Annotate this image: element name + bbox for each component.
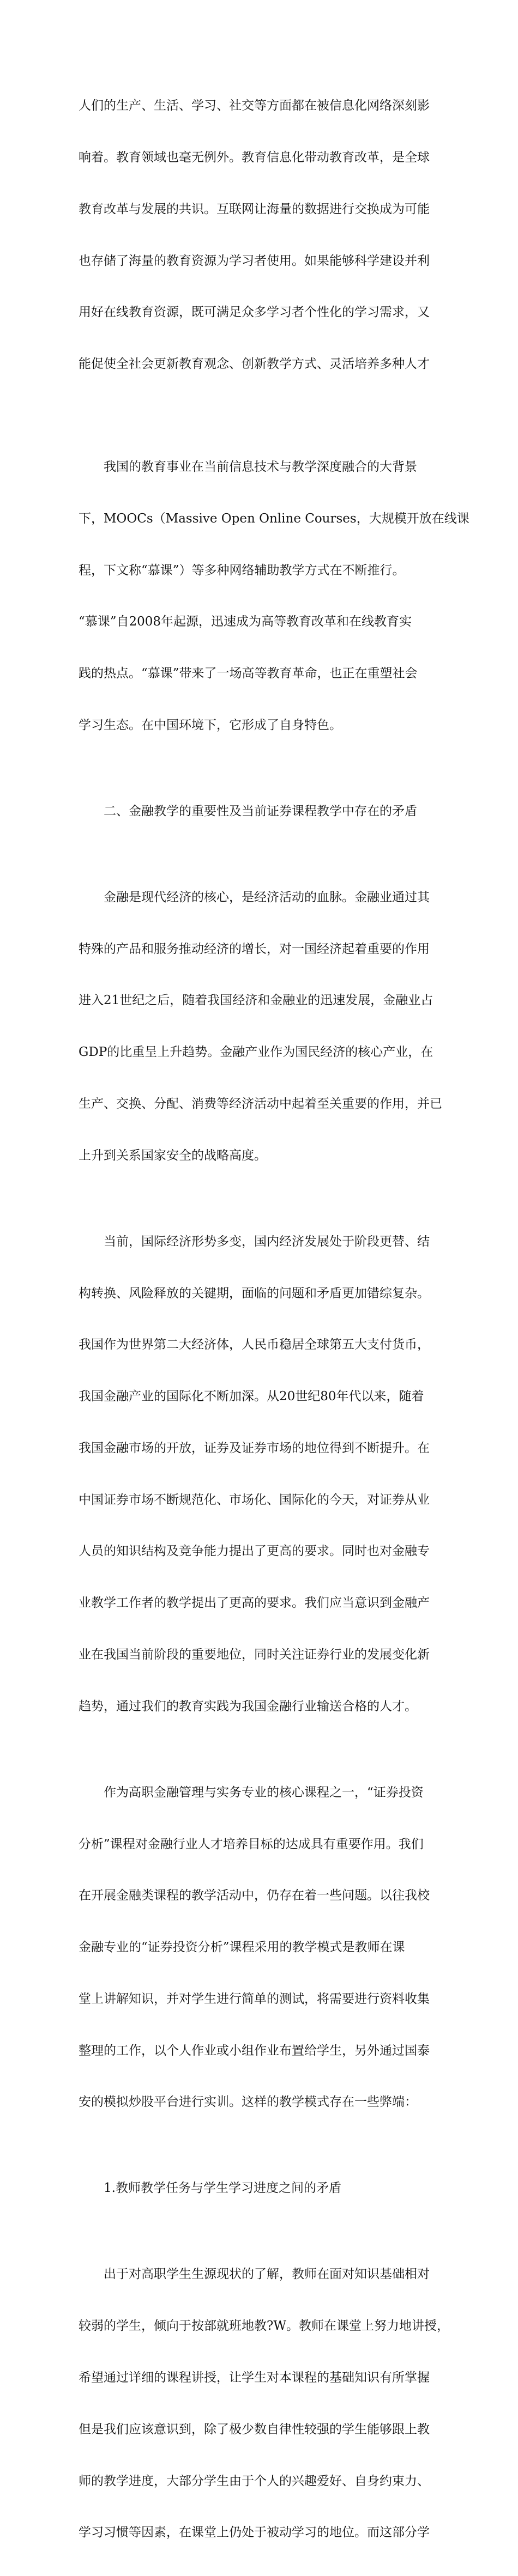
text-line: 学习生态。在中国环境下，它形成了自身特色。 <box>79 718 342 732</box>
text-line: 金融专业的“证券投资分析”课程采用的教学模式是教师在课 <box>79 1940 405 1955</box>
text-line: 响着。教育领域也毫无例外。教育信息化带动教育改革，是全球 <box>79 150 430 165</box>
section-heading <box>79 769 449 855</box>
heading-text: 1.教师教学任务与学生学习进度之间的矛盾 <box>104 2181 341 2196</box>
paragraph-finance-core <box>79 855 449 1199</box>
text-line: 我国金融市场的开放，证券及证券市场的地位得到不断提升。在 <box>79 1441 430 1455</box>
text-line: 学习习惯等因素，在课堂上仍处于被动学习的地位。而这部分学 <box>79 2525 430 2540</box>
text-line: 上升到关系国家安全的战略高度。 <box>79 1148 267 1163</box>
heading-text: 二、金融教学的重要性及当前证券课程教学中存在的矛盾 <box>104 804 417 818</box>
text-line: 分析”课程对金融行业人才培养目标的达成具有重要作用。我们 <box>79 1837 424 1851</box>
text-line: GDP的比重呈上升趋势。金融产业作为国民经济的核心产业，在 <box>79 1045 433 1060</box>
paragraph-course-problems <box>79 1750 449 2146</box>
text-line: 人们的生产、生活、学习、社交等方面都在被信息化网络深刻影 <box>79 99 430 113</box>
text-line: 在开展金融类课程的教学活动中，仍存在着一些问题。以往我校 <box>79 1888 430 1903</box>
text-line: 能促使全社会更新教育观念、创新教学方式、灵活培养多种人才 <box>79 357 430 372</box>
text-line: 整理的工作，以个人作业或小组作业布置给学生，另外通过国泰 <box>79 2043 430 2058</box>
paragraph-teaching-contradiction <box>79 2232 449 2576</box>
text-line: 较弱的学生，倾向于按部就班地教?W。教师在课堂上努力地讲授， <box>79 2319 449 2334</box>
text-line: 堂上讲解知识，并对学生进行简单的测试，将需要进行资料收集 <box>79 1991 430 2006</box>
text-line: 特殊的产品和服务推动经济的增长，对一国经济起着重要的作用 <box>79 941 430 956</box>
text-line: 趋势，通过我们的教育实践为我国金融行业输送合格的人才。 <box>79 1699 417 1714</box>
text-line: 业在我国当前阶段的重要地位，同时关注证券行业的发展变化新 <box>79 1648 430 1662</box>
text-line: 希望通过详细的课程讲授，让学生对本课程的基础知识有所掌握 <box>79 2370 430 2385</box>
text-line: 师的教学进度，大部分学生由于个人的兴趣爱好、自身约束力、 <box>79 2474 430 2488</box>
text-line: 构转换、风险释放的关键期，面临的问题和矛盾更加错综复杂。 <box>79 1286 430 1301</box>
subsection-heading <box>79 2146 449 2232</box>
paragraph-spacer <box>79 408 449 424</box>
text-line: 金融是现代经济的核心，是经济活动的血脉。金融业通过其 <box>104 890 430 904</box>
text-line: 出于对高职学生生源现状的了解，教师在面对知识基础相对 <box>104 2267 430 2282</box>
text-line: 业教学工作者的教学提出了更高的要求。我们应当意识到金融产 <box>79 1596 430 1611</box>
text-line: 中国证券市场不断规范化、市场化、国际化的今天，对证券从业 <box>79 1492 430 1507</box>
text-line: 进入21世纪之后，随着我国经济和金融业的迅速发展，金融业占 <box>79 993 433 1008</box>
text-line: “慕课”自2008年起源，迅速成为高等教育改革和在线教育实 <box>79 615 412 629</box>
paragraph-current-situation <box>79 1199 449 1750</box>
text-line: 作为高职金融管理与实务专业的核心课程之一，“证券投资 <box>104 1785 424 1800</box>
text-line: 我国作为世界第二大经济体，人民币稳居全球第五大支付货币， <box>79 1338 430 1352</box>
paragraph-intro <box>79 63 449 408</box>
paragraph-moocs <box>79 424 469 769</box>
text-line: 教育改革与发展的共识。互联网让海量的数据进行交换成为可能 <box>79 202 430 216</box>
document-body <box>79 63 469 2576</box>
text-line: 安的模拟炒股平台进行实训。这样的教学模式存在一些弊端： <box>79 2095 417 2110</box>
text-line: 生产、交换、分配、消费等经济活动中起着至关重要的作用，并已 <box>79 1097 442 1111</box>
text-line: 我国的教育事业在当前信息技术与教学深度融合的大背景 <box>104 460 417 475</box>
text-line: 践的热点。“慕课”带来了一场高等教育革命，也正在重塑社会 <box>79 666 418 681</box>
text-line: 用好在线教育资源，既可满足众多学习者个性化的学习需求，又 <box>79 305 430 320</box>
text-line: 程，下文称“慕课”）等多种网络辅助教学方式在不断推行。 <box>79 563 405 578</box>
text-line: 人员的知识结构及竞争能力提出了更高的要求。同时也对金融专 <box>79 1544 430 1559</box>
text-line: 但是我们应该意识到，除了极少数自律性较强的学生能够跟上教 <box>79 2422 430 2437</box>
text-line: 也存储了海量的教育资源为学习者使用。如果能够科学建设并利 <box>79 253 430 268</box>
text-line: 我国金融产业的国际化不断加深。从20世纪80年代以来，随着 <box>79 1389 424 1404</box>
text-line: 当前，国际经济形势多变，国内经济发展处于阶段更替、结 <box>104 1234 430 1249</box>
text-line: 下，MOOCs（Massive Open Online Courses，大规模开放在线课 <box>79 511 469 526</box>
